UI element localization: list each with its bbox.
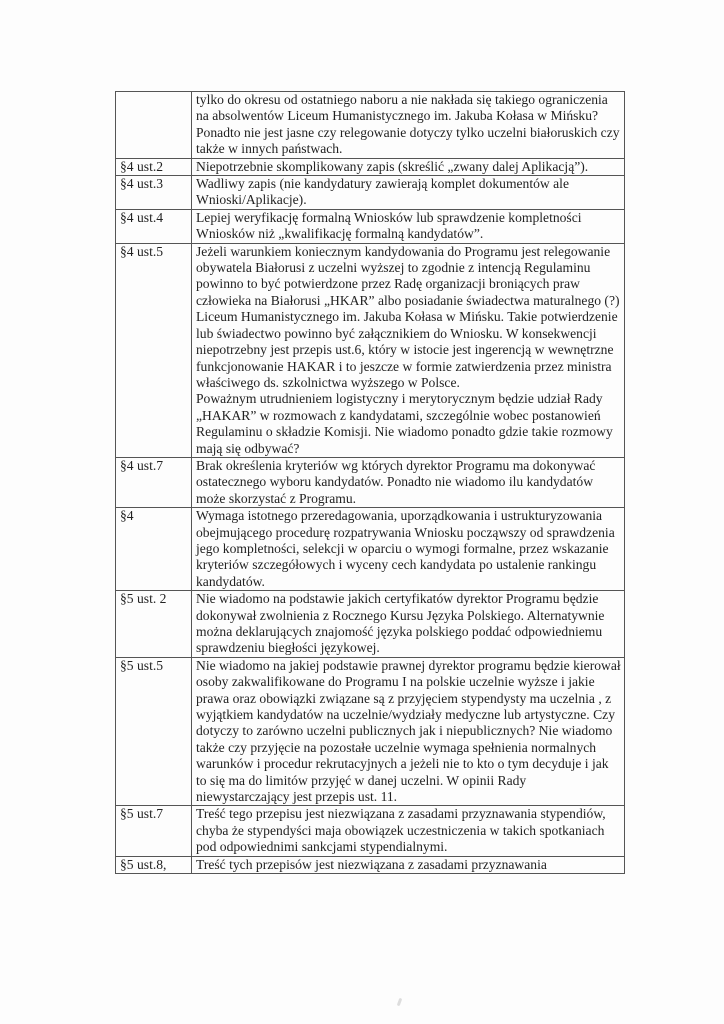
table-row [116, 243, 625, 457]
table-row [116, 806, 625, 856]
comment-paragraph: Brak określenia kryteriów wg których dyrektor Programu ma dokonywać ostatecznego wyboru kandydatów. Ponadto nie wiadomo ilu kandydatów może skorzystać z Programu. [196, 457, 596, 506]
comment-paragraph: Treść tych przepisów jest niezwiązana z zasadami przyznawania [196, 856, 547, 872]
comment-paragraph: Jeżeli warunkiem koniecznym kandydowania do Programu jest relegowanie obywatela Białorusi z uczelni wyższej to zgodnie z intencją Regulaminu powinno to być potwierdzone przez Radę organizacji broniących praw człowieka na Białorusi „HKAR” albo posiadanie świadectwa maturalnego (?) Liceum Humanistycznego im. Jakuba Kołasa w Mińsku. Takie potwierdzenie lub świadectwo powinno być załącznikiem do Wniosku. W konsekwencji niepotrzebny jest przepis ust.6, który w istocie jest ingerencją w wewnętrzne funkcjonowanie HAKAR i to jeszcze w formie zatwierdzenia przez ministra właściwego ds. szkolnictwa wyższego w Polsce. [196, 243, 620, 390]
comment-paragraph: Nie wiadomo na jakiej podstawie prawnej dyrektor programu będzie kierował osoby zakwalifikowane do Programu I na polskie uczelnie wyższe i jakie prawa oraz obowiązki związane są z przyjęciem stypendysty ma uczelnia , z wyjątkiem kandydatów na uczelnie/wydziały medyczne lub artystyczne. Czy dotyczy to zarówno uczelni publicznych jak i niepublicznych? Nie wiadomo także czy przyjęcie na pozostałe uczelnie wymaga spełnienia normalnych warunków i procedur rekrutacyjnych a jeżeli nie to kto o tym decyduje i jak to się ma do limitów przyjęć w danej uczelni. W opinii Rady niewystarczający jest przepis ust. 11. [196, 657, 621, 805]
comment-paragraph: Lepiej weryfikację formalną Wniosków lub sprawdzenie kompletności Wniosków niż „kwalifikację formalną kandydatów”. [196, 209, 582, 242]
provision-reference: §5 ust.5 [116, 657, 192, 806]
provision-comment [192, 591, 625, 658]
table-row [116, 856, 625, 873]
provision-comment [192, 856, 625, 873]
table-row [116, 92, 625, 159]
table-row [116, 657, 625, 806]
comment-paragraph: Niepotrzebnie skomplikowany zapis (skreślić „zwany dalej Aplikacją”). [196, 158, 589, 174]
provision-comment [192, 806, 625, 856]
provision-reference: §5 ust. 2 [116, 591, 192, 658]
provision-reference: §5 ust.8, [116, 856, 192, 873]
comment-paragraph: Nie wiadomo na podstawie jakich certyfikatów dyrektor Programu będzie dokonywał zwolnienia z Rocznego Kursu Języka Polskiego. Alternatywnie można deklarujących znajomość języka polskiego poddać odpowiedniemu sprawdzeniu biegłości językowej. [196, 591, 605, 656]
provision-reference: §4 ust.2 [116, 158, 192, 175]
provision-comment [192, 176, 625, 210]
comment-paragraph: Poważnym utrudnieniem logistyczny i merytorycznym będzie udział Rady „HAKAR” w rozmowach z kandydatami, szczególnie wobec postanowień Regulaminu o składzie Komisji. Nie wiadomo ponadto gdzie takie rozmowy mają się odbywać? [196, 391, 613, 456]
table-row [116, 209, 625, 243]
comment-paragraph: Wadliwy zapis (nie kandydatury zawierają komplet dokumentów ale Wnioski/Aplikacje). [196, 176, 569, 208]
provision-comment [192, 657, 625, 806]
provision-reference: §4 ust.7 [116, 457, 192, 507]
table-row [116, 176, 625, 210]
comment-paragraph: tylko do okresu od ostatniego naboru a nie nakłada się takiego ograniczenia na absolwentów Liceum Humanistycznego im. Jakuba Kołasa w Mińsku? Ponadto nie jest jasne czy relegowanie dotyczy tylko uczelni białoruskich czy także w innych państwach. [196, 92, 620, 157]
provision-reference: §4 ust.3 [116, 176, 192, 210]
provision-comment [192, 158, 625, 175]
scan-speck [397, 998, 403, 1007]
comment-paragraph: Wymaga istotnego przeredagowania, uporządkowania i ustrukturyzowania obejmującego procedurę rozpatrywania Wniosku począwszy od sprawdzenia jego kompletności, selekcji w oparciu o wymogi formalne, przez wskazanie kryteriów szczegółowych i wyceny cech kandydata po ustalenie rankingu kandydatów. [196, 508, 615, 589]
provision-comment [192, 209, 625, 243]
provision-comment [192, 92, 625, 159]
provision-reference [116, 92, 192, 159]
table-row [116, 158, 625, 175]
comment-paragraph: Treść tego przepisu jest niezwiązana z zasadami przyznawania stypendiów, chyba że stypendyści maja obowiązek uczestniczenia w takich spotkaniach pod odpowiednimi sankcjami stypendialnymi. [196, 806, 606, 855]
provision-comment [192, 508, 625, 591]
review-table-body [116, 92, 625, 874]
review-table [115, 91, 625, 874]
provision-reference: §5 ust.7 [116, 806, 192, 856]
table-row [116, 457, 625, 507]
table-row [116, 508, 625, 591]
provision-comment [192, 243, 625, 457]
provision-comment [192, 457, 625, 507]
provision-reference: §4 [116, 508, 192, 591]
table-row [116, 591, 625, 658]
provision-reference: §4 ust.5 [116, 243, 192, 457]
provision-reference: §4 ust.4 [116, 209, 192, 243]
